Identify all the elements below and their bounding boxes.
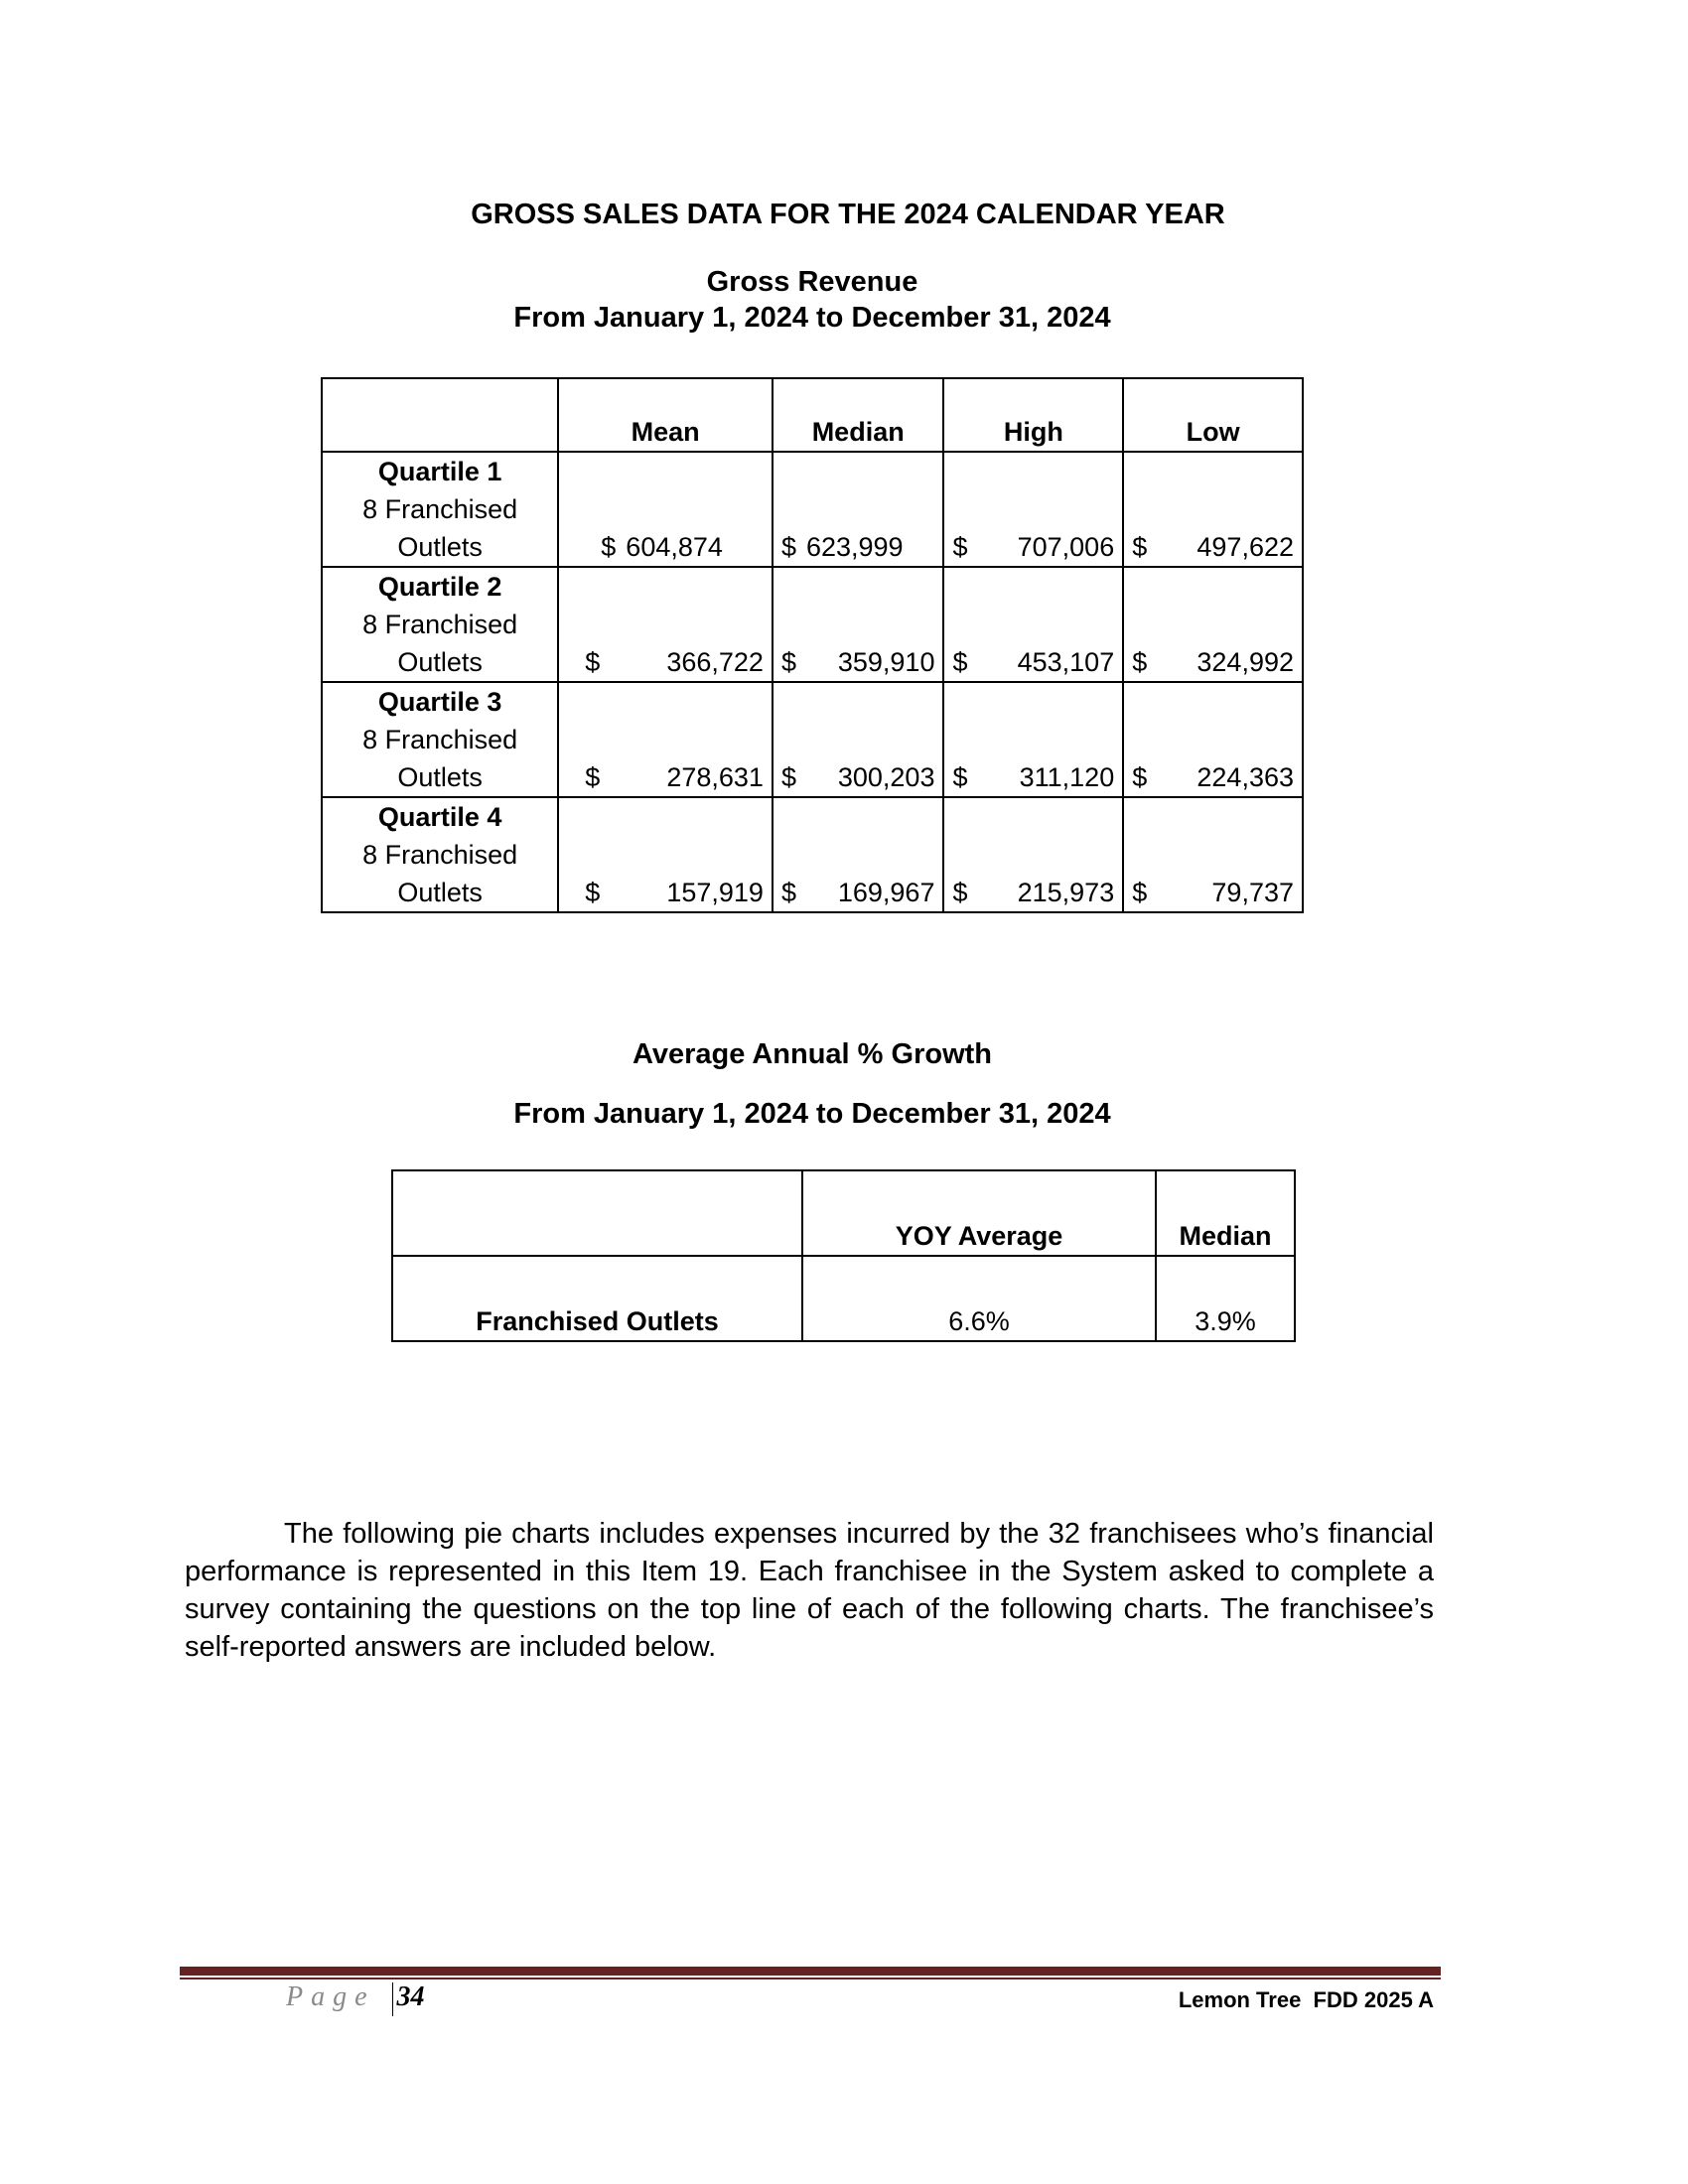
- outlet-count: 8 Franchised: [362, 494, 518, 524]
- currency-symbol: $: [780, 878, 796, 907]
- mean-value: 157,919: [666, 878, 764, 907]
- header-cell-empty: [322, 378, 558, 452]
- low-cell: [1123, 797, 1303, 912]
- median-cell: [773, 797, 944, 912]
- currency-symbol: $: [1132, 878, 1148, 907]
- quartile-label: [322, 682, 558, 797]
- footer-rule-thin: [180, 1978, 1441, 1979]
- currency-symbol: $: [952, 878, 968, 907]
- quartile-name: Quartile 3: [377, 687, 502, 717]
- median-cell: [773, 452, 944, 567]
- page-label: Page: [286, 1981, 375, 2012]
- mean-cell: [558, 452, 773, 567]
- footer-separator: [392, 1982, 393, 2016]
- median-value: 623,999: [805, 532, 904, 562]
- outlet-count: 8 Franchised: [362, 610, 518, 639]
- table-subtitle: Gross Revenue: [706, 266, 918, 298]
- mean-cell: [558, 797, 773, 912]
- median-value: 3.9%: [1156, 1256, 1295, 1341]
- currency-symbol: $: [780, 647, 796, 677]
- high-cell: [943, 682, 1123, 797]
- median-cell: [773, 682, 944, 797]
- mean-value: 604,874: [626, 532, 723, 562]
- median-value: 169,967: [837, 878, 935, 907]
- table-row: [322, 797, 1303, 912]
- low-value: 324,992: [1196, 647, 1294, 677]
- footer-rule-thick: [180, 1967, 1441, 1976]
- currency-symbol: $: [585, 878, 601, 907]
- body-paragraph: [185, 1515, 1434, 1666]
- currency-symbol: $: [1132, 532, 1148, 562]
- high-cell: [943, 567, 1123, 682]
- table-date-range: From January 1, 2024 to December 31, 2024: [513, 302, 1111, 334]
- mean-value: 278,631: [666, 762, 764, 792]
- quartile-name: Quartile 4: [377, 802, 502, 832]
- low-value: 79,737: [1211, 878, 1294, 907]
- outlet-label: Outlets: [397, 532, 483, 562]
- header-cell-empty: [392, 1170, 802, 1256]
- table-row: [322, 452, 1303, 567]
- header-cell-yoy-average: YOY Average: [802, 1170, 1156, 1256]
- currency-symbol: $: [1132, 647, 1148, 677]
- footer-page-indicator: [286, 1981, 425, 2016]
- growth-date-range: From January 1, 2024 to December 31, 2024: [513, 1098, 1111, 1130]
- low-value: 224,363: [1196, 762, 1294, 792]
- low-cell: [1123, 567, 1303, 682]
- mean-cell: [558, 682, 773, 797]
- quartile-label: [322, 567, 558, 682]
- mean-cell: [558, 567, 773, 682]
- low-cell: [1123, 682, 1303, 797]
- currency-symbol: $: [780, 762, 796, 792]
- high-cell: [943, 797, 1123, 912]
- table-row: [322, 682, 1303, 797]
- currency-symbol: $: [952, 532, 968, 562]
- table-header-row: [322, 378, 1303, 452]
- growth-table: [391, 1169, 1296, 1342]
- table-row: [322, 567, 1303, 682]
- growth-title: Average Annual % Growth: [632, 1038, 993, 1070]
- quartile-label: [322, 452, 558, 567]
- median-value: 300,203: [837, 762, 935, 792]
- outlet-count: 8 Franchised: [362, 725, 518, 754]
- row-label: Franchised Outlets: [392, 1256, 802, 1341]
- quartile-name: Quartile 2: [377, 572, 502, 602]
- paragraph-text: The following pie charts includes expenses incurred by the 32 franchisees who’s financial performance is represented in this Item 19. Each franchisee in the System asked to complete a survey containing the questions on the top line of each of the following charts. The franchisee’s self-reported answers are included below.: [185, 1518, 1434, 1663]
- high-value: 707,006: [1017, 532, 1115, 562]
- page-number: 34: [396, 1981, 425, 2012]
- outlet-count: 8 Franchised: [362, 840, 518, 870]
- high-value: 215,973: [1017, 878, 1115, 907]
- outlet-label: Outlets: [397, 878, 483, 907]
- mean-value: 366,722: [666, 647, 764, 677]
- median-cell: [773, 567, 944, 682]
- header-cell-high: High: [943, 378, 1123, 452]
- high-value: 311,120: [1019, 762, 1115, 792]
- table-header-row: [392, 1170, 1295, 1256]
- currency-symbol: $: [952, 647, 968, 677]
- currency-symbol: $: [1132, 762, 1148, 792]
- low-cell: [1123, 452, 1303, 567]
- page-title: GROSS SALES DATA FOR THE 2024 CALENDAR YEAR: [471, 199, 1225, 230]
- quartile-name: Quartile 1: [377, 457, 502, 486]
- header-cell-median: Median: [773, 378, 944, 452]
- currency-symbol: $: [585, 647, 601, 677]
- currency-symbol: $: [585, 762, 601, 792]
- high-cell: [943, 452, 1123, 567]
- currency-symbol: $: [780, 532, 796, 562]
- outlet-label: Outlets: [397, 647, 483, 677]
- yoy-average-value: 6.6%: [802, 1256, 1156, 1341]
- currency-symbol: $: [952, 762, 968, 792]
- currency-symbol: $: [601, 532, 617, 562]
- document-name: Lemon Tree FDD 2025 A: [1178, 1987, 1434, 2012]
- outlet-label: Outlets: [397, 762, 483, 792]
- header-cell-median: Median: [1156, 1170, 1295, 1256]
- median-value: 359,910: [837, 647, 935, 677]
- low-value: 497,622: [1196, 532, 1294, 562]
- quartile-label: [322, 797, 558, 912]
- table-row: [392, 1256, 1295, 1341]
- header-cell-mean: Mean: [558, 378, 773, 452]
- gross-revenue-table: [321, 377, 1304, 913]
- high-value: 453,107: [1017, 647, 1115, 677]
- header-cell-low: Low: [1123, 378, 1303, 452]
